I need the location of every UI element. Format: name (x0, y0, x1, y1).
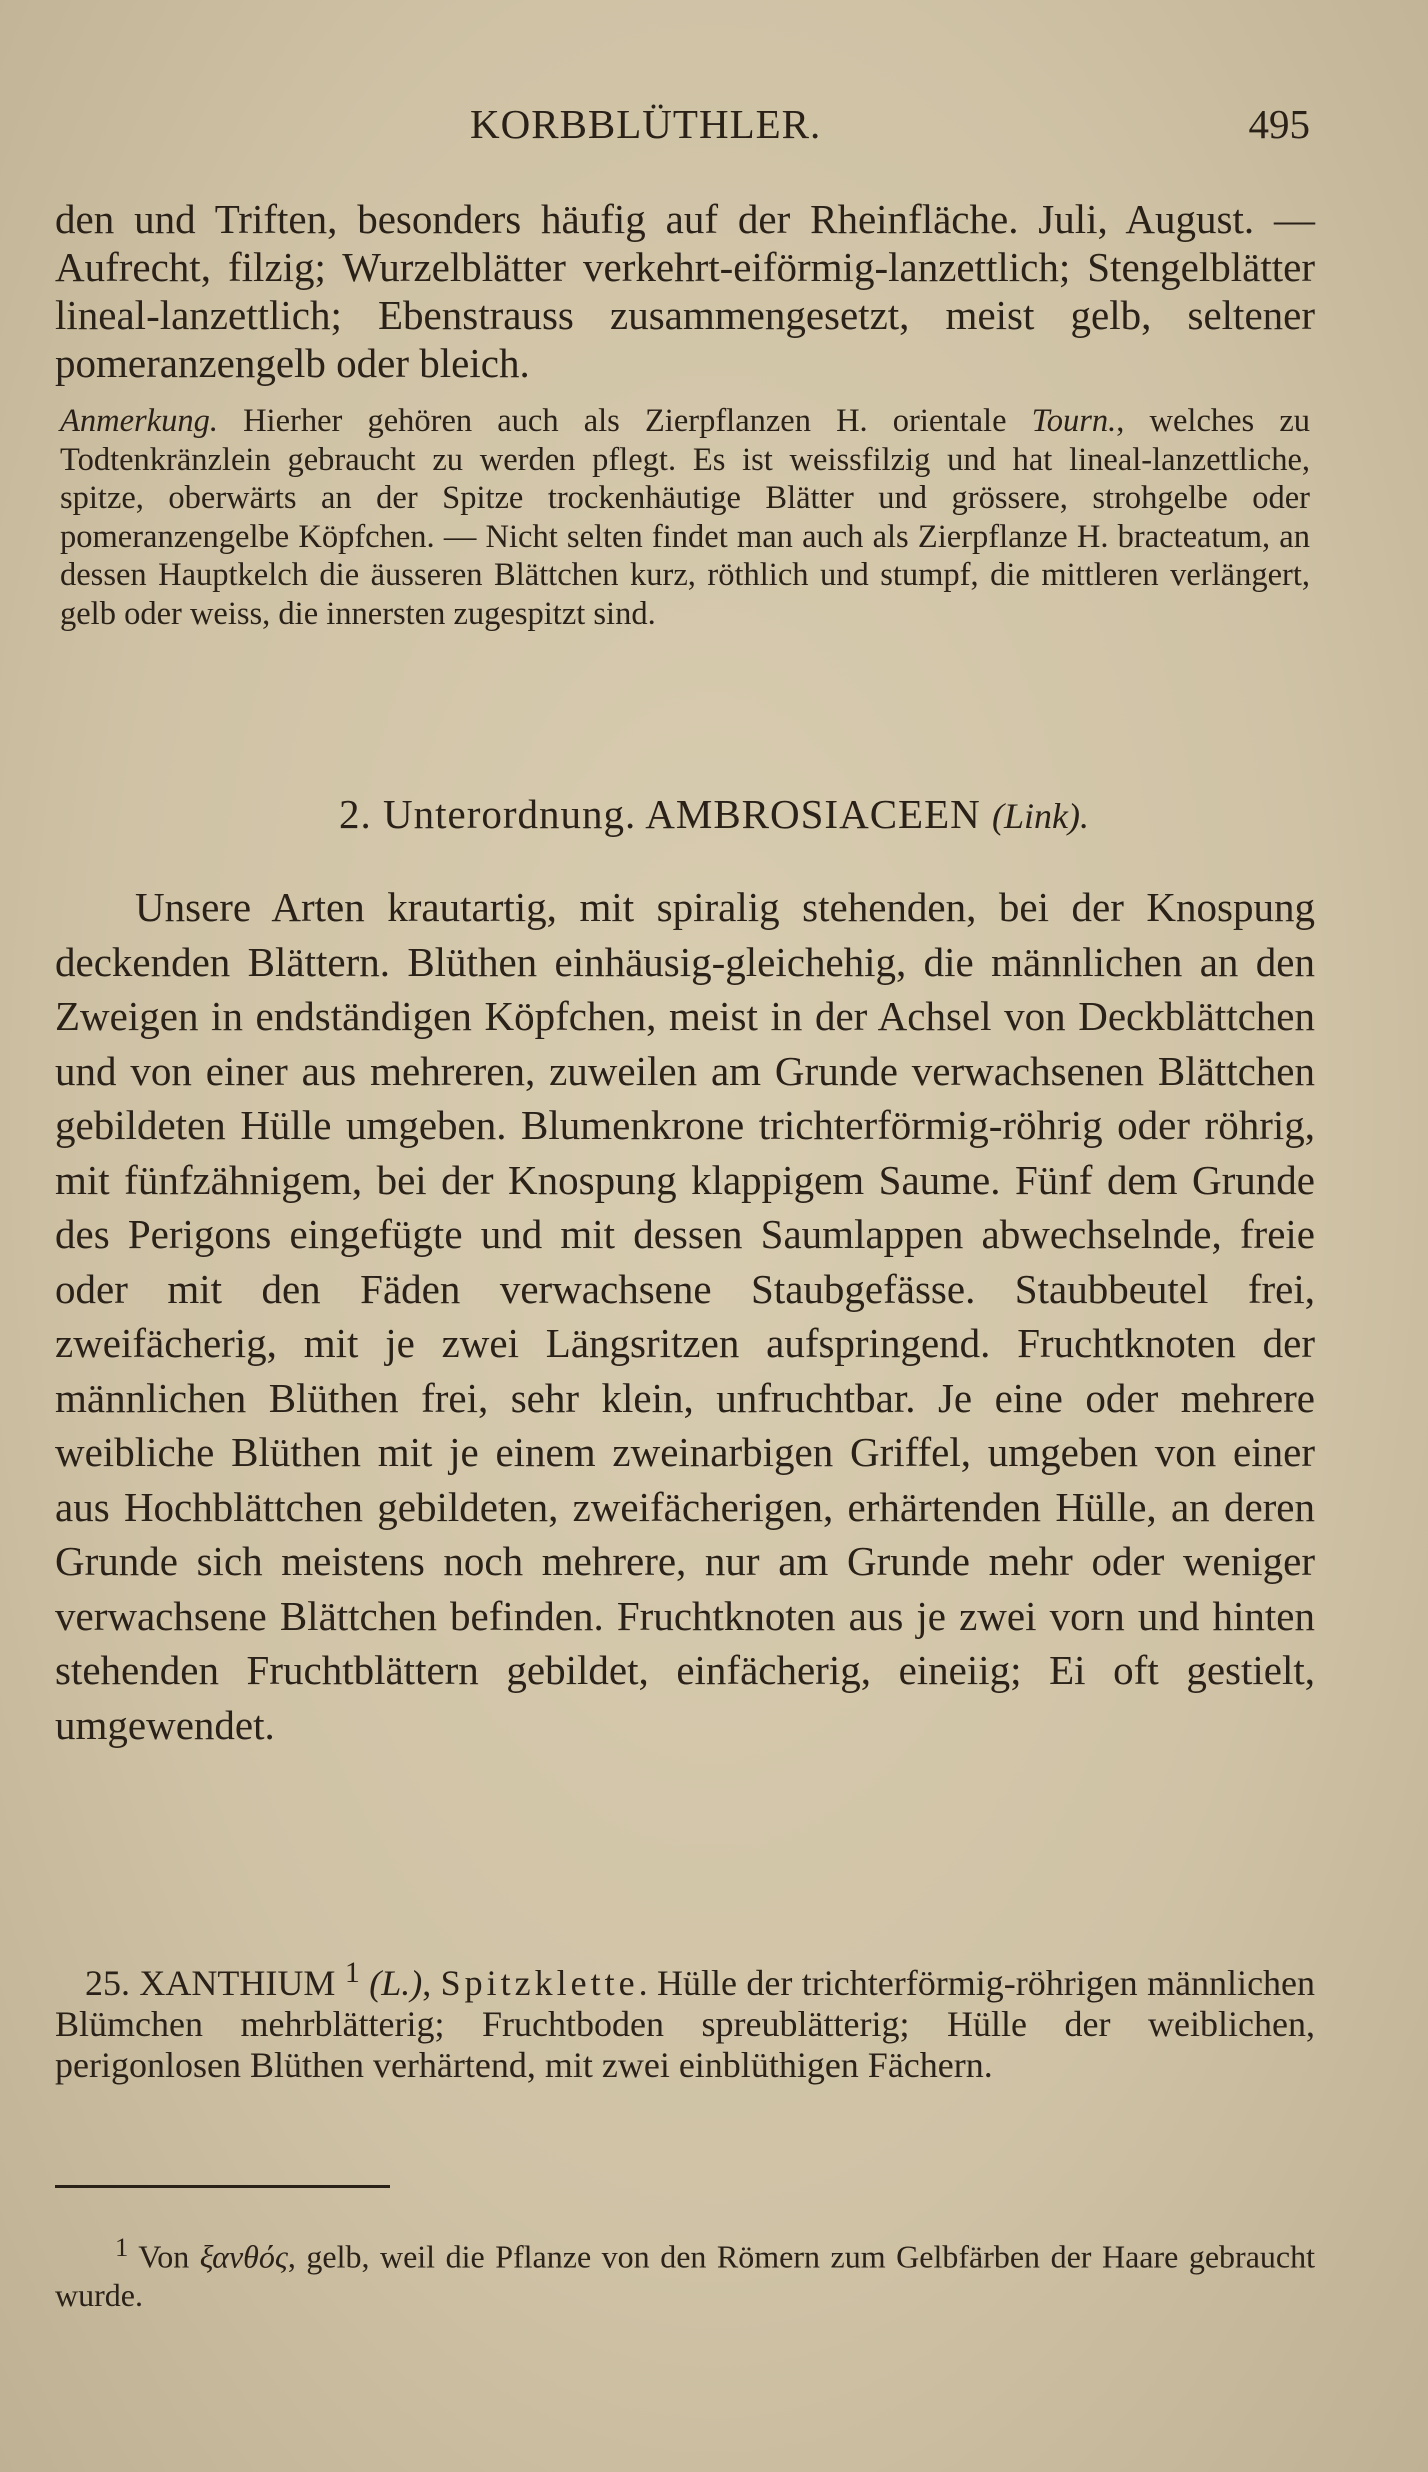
genus-name: 25. XANTHIUM (85, 1963, 336, 2003)
section-label: 2. Unterordnung. AMBROSIACEEN (339, 791, 992, 837)
footnote-divider (55, 2185, 390, 2188)
page-number: 495 (1248, 101, 1310, 147)
paragraph-continuation: den und Triften, besonders häufig auf der Rheinfläche. Juli, August. — Aufrecht, filzig; Wurzelblätter verkehrt-eiförmig-lanzettlich; Stengelblätter lineal-lanzettlich; Ebenstrauss zusammengesetzt, meist gelb, seltener pomeranzengelb oder bleich. (55, 196, 1315, 386)
genus-description: . Hülle der trichterförmig-röhrigen männlichen Blümchen mehrblätterig; Fruchtboden spreublätterig; Hülle der weiblichen, perigonlosen Blüthen verhärtend, mit zwei einblüthigen Fächern. (55, 1963, 1316, 2085)
note-author: Tourn. (1031, 403, 1117, 439)
footnote-mark: 1 (115, 2232, 129, 2262)
remark-note (60, 402, 1310, 633)
genus-entry: 25. XANTHIUM $^1$ (L.), Spitzklette. Hülle der trichterförmig-röhrigen männlichen Blümchen mehrblätterig; Fruchtboden spreublätterig; Hülle der weiblichen, perigonlosen Blüthen verhärtend, mit zwei einblüthigen Fächern. (55, 1956, 1316, 2085)
genus-footnote-mark: 1 (344, 1956, 360, 1989)
footnote-greek-word: ξανθός (199, 2238, 288, 2275)
footnote (55, 2228, 1315, 2314)
note-text-1: Hierher gehören auch als Zierpflanzen H. orientale (217, 403, 1032, 439)
running-title: KORBBLÜTHLER. (470, 101, 822, 147)
note-text-2: , welches zu Todtenkränzlein gebraucht zu werden pflegt. Es ist weissfilzig und hat lineal-lanzettliche, spitze, oberwärts an der Spitze trockenhäutige Blätter und grössere, strohgelbe oder pomeranzengelbe Köpfchen. — Nicht selten findet man auch als Zierpflanze H. bracteatum, an dessen Hauptkelch die äusseren Blättchen kurz, röthlich und stumpf, die mittleren verlängert, gelb oder weiss, die innersten zugespitzt sind. (60, 403, 1310, 632)
section-author: (Link). (991, 796, 1089, 836)
footnote-text-2: , gelb, weil die Pflanze von den Römern zum Gelbfärben der Haare gebraucht wurde. (55, 2238, 1316, 2313)
genus-author: (L.) (369, 1963, 423, 2003)
section-description: Unsere Arten krautartig, mit spiralig stehenden, bei der Knospung deckenden Blättern. Blüthen einhäusig-gleichehig, die männlichen an den Zweigen in endständigen Köpfchen, meist in der Achsel von Deckblättchen und von einer aus mehreren, zuweilen am Grunde verwachsenen Blättchen gebildeten Hülle umgeben. Blumenkrone trichterförmig-röhrig oder röhrig, mit fünfzähnigem, bei der Knospung klappigem Saume. Fünf dem Grunde des Perigons eingefügte und mit dessen Saumlappen abwechselnde, freie oder mit den Fäden verwachsene Staubgefässe. Staubbeutel frei, zweifächerig, mit je zwei Längsritzen aufspringend. Fruchtknoten der männlichen Blüthen frei, sehr klein, unfruchtbar. Je eine oder mehrere weibliche Blüthen mit je einem zweinarbigen Griffel, umgeben von einer aus Hochblättchen gebildeten, zweifächerigen, erhärtenden Hülle, an deren Grunde sich meistens noch mehrere, nur am Grunde mehr oder weniger verwachsene Blättchen befinden. Fruchtknoten aus je zwei vorn und hinten stehenden Fruchtblättern gebildet, einfächerig, eineiig; Ei oft gestielt, umgewendet. (55, 884, 1315, 1748)
page-header (60, 100, 1310, 160)
footnote-text-1: Von (128, 2238, 200, 2275)
section-heading (0, 790, 1428, 838)
genus-common-name: Spitzklette (440, 1963, 639, 2003)
note-label: Anmerkung. (60, 403, 218, 439)
